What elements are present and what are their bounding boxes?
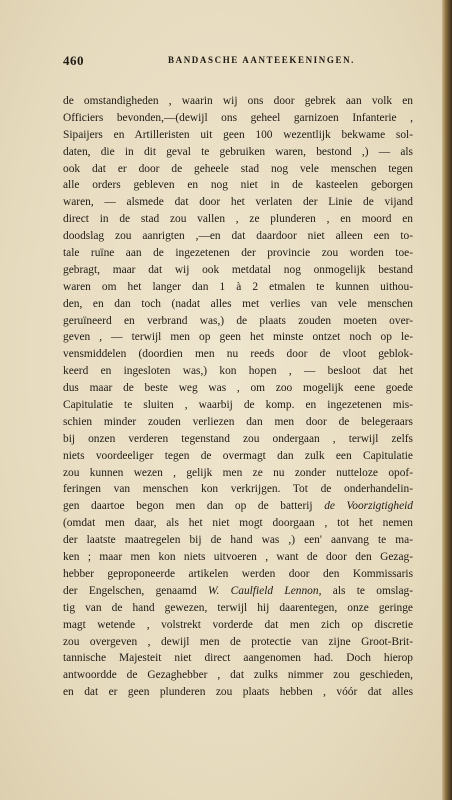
text-line — [63, 313, 413, 330]
text-segment: en dat er geen plunderen zou plaats hebben , vóór dat alles — [63, 686, 413, 699]
text-line — [63, 481, 413, 498]
text-segment: (omdat men daar, als het niet mogt doorgaan , tot het nemen — [63, 517, 413, 530]
text-segment: feringen van menschen kon verkrijgen. Tot de onderhandelin- — [63, 483, 413, 496]
text-segment: waren om het langer dan 1 à 2 etmalen te kunnen uithou- — [63, 280, 413, 293]
text-segment: tannische Majesteit niet direct aangenomen had. Doch hierop — [63, 652, 413, 665]
text-line — [63, 380, 413, 397]
text-segment: tig van de hand gewezen, terwijl hij daarentegen, onze geringe — [63, 601, 413, 614]
text-line — [63, 397, 413, 414]
text-segment: antwoordde de Gezaghebber , dat zulks nimmer zou geschieden, — [63, 669, 413, 682]
text-segment: zou overgeven , dewijl men de protectie van zijne Groot-Brit- — [63, 635, 413, 648]
italic-text: de Voorzigtigheid — [324, 500, 413, 513]
text-line — [63, 194, 413, 211]
text-line — [63, 363, 413, 380]
text-line — [63, 144, 413, 161]
text-segment: keerd en ingesloten was,) kon hopen , — besloot dat het — [63, 365, 413, 378]
text-segment: vensmiddelen (doordien men nu reeds door de vloot geblok- — [63, 348, 413, 361]
text-segment: Sipaijers en Artilleristen uit geen 100 wezentlijk bekwame sol- — [63, 128, 413, 141]
text-line — [63, 448, 413, 465]
text-segment: geruïneerd en verbrand was,) de plaats zouden moeten over- — [63, 314, 413, 327]
text-line — [63, 583, 413, 600]
text-line — [63, 549, 413, 566]
text-segment: waren, — alsmede dat door het verlaten der Linie de vijand — [63, 196, 413, 209]
text-line — [63, 296, 413, 313]
text-segment: magt wetende , volstrekt vorderde dat men zich op discretie — [63, 618, 413, 631]
running-title: BANDASCHE AANTEEKENINGEN. — [168, 55, 356, 65]
text-line — [63, 329, 413, 346]
page-header — [63, 53, 393, 69]
text-segment: gen daartoe begon men dan op de batterij — [63, 500, 325, 513]
text-line — [63, 346, 413, 363]
text-segment: ook dat er door de geheele stad nog vele menschen tegen — [63, 162, 413, 175]
page-number: 460 — [63, 53, 84, 68]
text-line — [63, 465, 413, 482]
text-segment: dus maar de beste weg was , om zoo mogelijk eene goede — [63, 382, 413, 395]
text-segment: bij onzen verderen tegenstand zou ondergaan , terwijl zelfs — [63, 432, 413, 445]
text-line — [63, 566, 413, 583]
page-edge — [442, 0, 452, 800]
text-segment: de omstandigheden , waarin wij ons door gebrek aan volk en — [63, 95, 413, 107]
text-line — [63, 161, 413, 178]
text-segment: zou kunnen wezen , gelijk men ze nu zonder nutteloze opof- — [63, 466, 413, 479]
text-segment: niets voordeeliger tegen de overmagt dan zulk een Capitulatie — [63, 449, 413, 462]
text-line — [63, 617, 413, 634]
text-line — [63, 110, 413, 127]
text-line — [63, 515, 413, 532]
italic-text: W. Caulfield Lennon, — [208, 584, 322, 597]
text-line — [63, 279, 413, 296]
text-segment: alle orders gebleven en nog niet in de kasteelen geborgen — [63, 179, 413, 192]
text-segment: daten, die in dit geval te gebruiken waren, bestond ,) — als — [63, 145, 413, 158]
text-line — [63, 498, 413, 515]
text-segment: der Engelschen, genaamd — [63, 584, 209, 597]
text-line — [63, 211, 413, 228]
text-line — [63, 600, 413, 617]
text-segment: schien minder zouden verliezen dan men door de belegeraars — [63, 415, 413, 428]
text-segment: Officiers bevonden,—(dewijl ons geheel garnizoen Infanterie , — [63, 111, 413, 124]
text-segment: tale ruïne aan de ingezetenen der provincie zou worden toe- — [63, 247, 413, 260]
text-line — [63, 650, 413, 667]
text-line — [63, 262, 413, 279]
body-text — [63, 93, 413, 701]
text-line — [63, 684, 413, 701]
text-line — [63, 532, 413, 549]
text-segment: geven , — terwijl men op geen het minste ontzet noch op le- — [63, 331, 413, 344]
text-segment: den, en dan toch (nadat alles met verlies van vele menschen — [63, 297, 413, 310]
text-segment: gebragt, maar dat wij ook metdatal nog onmogelijk bestand — [63, 263, 413, 276]
text-segment: der laatste maatregelen bij de hand was ,) een' aanvang te ma- — [63, 534, 413, 547]
text-segment: hebber geproponeerde artikelen werden door den Kommissaris — [63, 567, 413, 580]
text-segment: direct in de stad zou vallen , ze plunderen , en moord en — [63, 213, 413, 226]
text-segment: als te omslag- — [321, 584, 414, 597]
text-line — [63, 177, 413, 194]
text-line — [63, 127, 413, 144]
text-segment: Capitulatie te sluiten , waarbij de komp. en ingezetenen mis- — [63, 399, 413, 412]
text-segment: doodslag zou aanrigten ,—en dat daardoor niet alleen een to- — [63, 230, 413, 243]
text-line — [63, 667, 413, 684]
text-line — [63, 93, 413, 110]
text-segment: ken ; maar men kon niets uitvoeren , want de door den Gezag- — [63, 551, 413, 564]
text-line — [63, 228, 413, 245]
text-line — [63, 634, 413, 651]
text-line — [63, 431, 413, 448]
text-line — [63, 414, 413, 431]
text-line — [63, 245, 413, 262]
